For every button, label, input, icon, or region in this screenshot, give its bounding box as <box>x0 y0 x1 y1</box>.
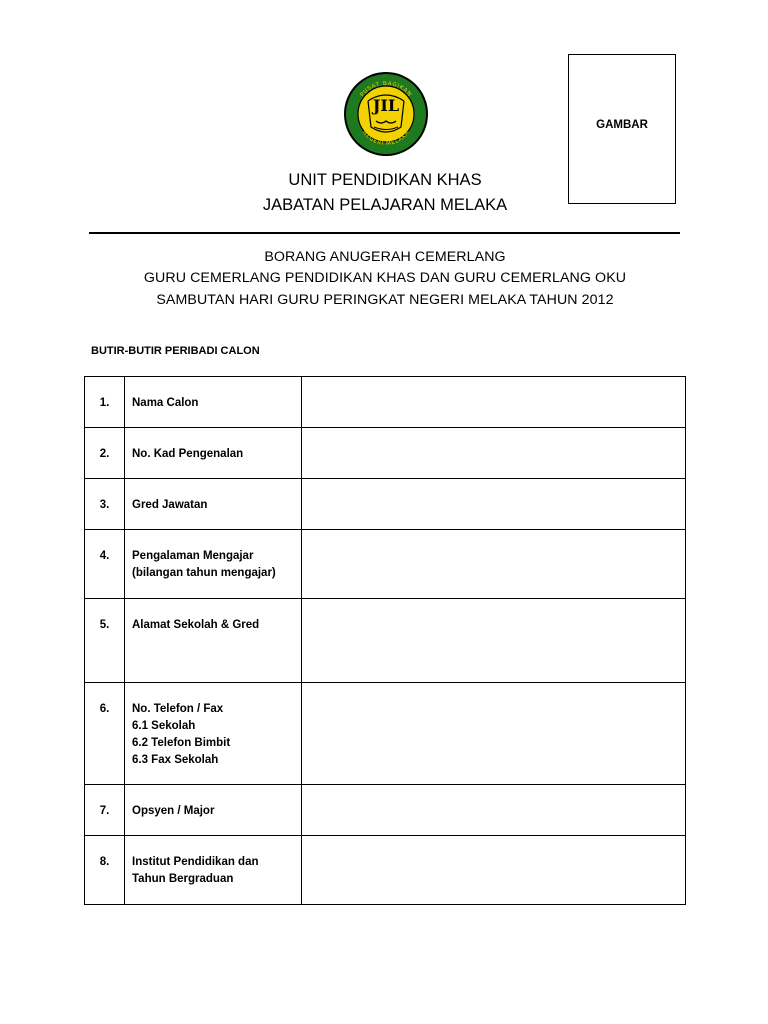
row-number <box>85 683 125 785</box>
row-number-text: 5. <box>99 619 110 631</box>
svg-text:JIL: JIL <box>372 96 400 115</box>
row-number-text: 4. <box>99 550 110 562</box>
row-label <box>125 683 302 785</box>
row-value-text <box>302 785 685 803</box>
row-label-line: Pengalaman Mengajar <box>132 550 254 562</box>
row-number <box>85 377 125 428</box>
row-value-field[interactable] <box>302 683 686 785</box>
row-number-text: 3. <box>99 499 110 511</box>
form-row <box>85 683 686 785</box>
row-value-text <box>302 599 685 617</box>
form-row <box>85 530 686 599</box>
row-label <box>125 599 302 683</box>
row-label-lines <box>132 836 301 888</box>
row-number <box>85 479 125 530</box>
row-value-text <box>302 683 685 701</box>
row-label <box>125 479 302 530</box>
row-label-lines <box>132 683 301 769</box>
row-label-line: Nama Calon <box>132 397 199 409</box>
row-value-text <box>302 836 685 854</box>
row-value-field[interactable] <box>302 836 686 905</box>
candidate-details-table <box>84 376 686 905</box>
form-row <box>85 836 686 905</box>
row-number-text: 1. <box>99 397 110 409</box>
row-label-line: Institut Pendidikan dan <box>132 856 259 868</box>
org-unit-title: UNIT PENDIDIKAN KHAS <box>288 171 482 189</box>
row-value-field[interactable] <box>302 479 686 530</box>
row-label-line: 6.3 Fax Sekolah <box>132 754 219 766</box>
row-number <box>85 530 125 599</box>
form-title-line-2: GURU CEMERLANG PENDIDIKAN KHAS DAN GURU CEMERLANG OKU <box>143 270 627 286</box>
logo-top-arc-text: PUSAT BAGIKAN <box>359 80 413 99</box>
row-label-line: No. Telefon / Fax <box>132 703 224 715</box>
row-label-line: 6.2 Telefon Bimbit <box>132 737 231 749</box>
row-label-lines <box>132 377 301 412</box>
row-label-lines <box>132 530 301 582</box>
row-label <box>125 428 302 479</box>
row-value-text <box>302 479 685 497</box>
row-label-line: (bilangan tahun mengajar) <box>132 567 276 579</box>
row-label-line: Gred Jawatan <box>132 499 208 511</box>
row-number-text: 7. <box>99 805 110 817</box>
row-label <box>125 836 302 905</box>
form-row <box>85 377 686 428</box>
form-row <box>85 785 686 836</box>
state-education-crest-icon <box>343 71 429 157</box>
photo-label: GAMBAR <box>596 119 648 131</box>
row-label-line: Alamat Sekolah & Gred <box>132 619 260 631</box>
form-row <box>85 428 686 479</box>
form-title-line-3: SAMBUTAN HARI GURU PERINGKAT NEGERI MELAKA TAHUN 2012 <box>156 292 614 308</box>
row-value-field[interactable] <box>302 377 686 428</box>
row-label-lines <box>132 479 301 514</box>
row-value-field[interactable] <box>302 428 686 479</box>
section-heading: BUTIR-BUTIR PERIBADI CALON <box>91 345 260 357</box>
row-label-line: 6.1 Sekolah <box>132 720 196 732</box>
row-label <box>125 785 302 836</box>
org-department-title: JABATAN PELAJARAN MELAKA <box>262 196 508 214</box>
row-label <box>125 377 302 428</box>
row-value-text <box>302 530 685 548</box>
form-row <box>85 479 686 530</box>
row-label-lines <box>132 785 301 820</box>
row-label-line: Opsyen / Major <box>132 805 215 817</box>
row-number <box>85 836 125 905</box>
row-label-lines <box>132 428 301 463</box>
header-divider <box>89 232 680 234</box>
form-row <box>85 599 686 683</box>
row-label <box>125 530 302 599</box>
row-value-field[interactable] <box>302 599 686 683</box>
row-number <box>85 599 125 683</box>
row-number-text: 6. <box>99 703 110 715</box>
row-value-field[interactable] <box>302 530 686 599</box>
row-label-line: No. Kad Pengenalan <box>132 448 244 460</box>
logo-bottom-arc-text: NEGERI MELAKA <box>361 129 411 148</box>
row-label-line: Tahun Bergraduan <box>132 873 234 885</box>
row-value-text <box>302 428 685 446</box>
row-number-text: 8. <box>99 856 110 868</box>
row-number <box>85 428 125 479</box>
row-value-text <box>302 377 685 395</box>
row-value-field[interactable] <box>302 785 686 836</box>
form-title-line-1: BORANG ANUGERAH CEMERLANG <box>264 249 506 265</box>
row-number <box>85 785 125 836</box>
row-label-lines <box>132 599 301 634</box>
row-number-text: 2. <box>99 448 110 460</box>
